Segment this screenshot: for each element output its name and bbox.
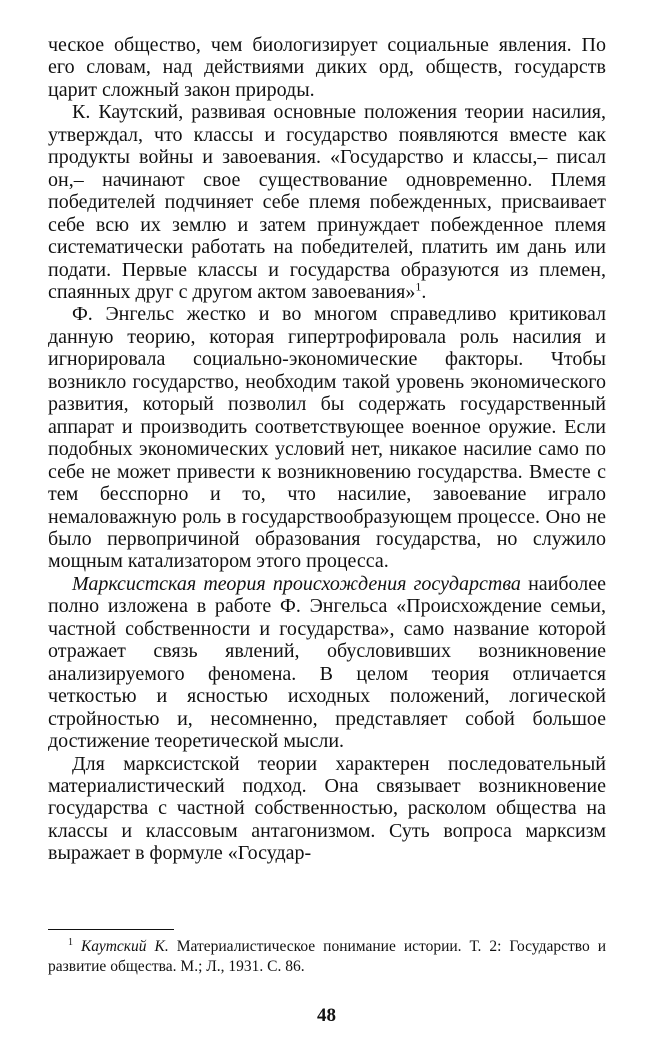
main-text [48, 34, 606, 865]
footnote-reference: 1 [415, 279, 422, 294]
text-run: Ф. Энгельс жестко и во многом справедливо критиковал данную теорию, которая гипертрофировала роль насилия и игнорировала социально-экономические факторы. Чтобы возникло государство, необходим такой уровень экономического развития, который позволил бы содержать государственный аппарат и производить соответствующее военное оружие. Если подобных экономических условий нет, никакое насилие само по себе не может привести к возникновению государства. Вместе с тем бесспорно и то, что насилие, завоевание играло немаловажную роль в государствообразующем процессе. Оно не было первопричиной образования государства, но служило мощным катализатором этого процесса. [48, 303, 606, 573]
footnote-divider [48, 929, 174, 930]
text-run: К. Каутский, развивая основные положения теории насилия, утверждал, что классы и государство появляются вместе как продукты войны и завоевания. «Государство и классы,– писал он,– начинают свое существование одновременно. Племя победителей подчиняет себе племя побежденных, присваивает себе всю их землю и затем принуждает побежденное племя систематически работать на победителей, платить им дань или подати. Первые классы и государства образуются из племен, спаянных друг с другом актом завоевания» [48, 101, 606, 303]
page-number: 48 [317, 1005, 336, 1026]
paragraph [48, 34, 606, 101]
text-run: Для марксистской теории характерен последовательный материалистический подход. Она связывает возникновение государства с частной собственностью, расколом общества на классы и классовым антагонизмом. Суть вопроса марксизм выражает в формуле «Государ- [48, 752, 606, 865]
footnote-author: Каутский К. [81, 938, 169, 955]
footnote-marker: 1 [68, 936, 73, 948]
paragraph [48, 573, 606, 753]
emphasized-text: Марксистская теория происхождения государства [72, 572, 521, 595]
paragraph [48, 753, 606, 865]
paragraph [48, 101, 606, 303]
text-run: . [421, 280, 427, 303]
footnote-text: Материалистическое понимание истории. Т. 2: Государство и развитие общества. М.; Л., 1931. С. 86. [48, 938, 607, 975]
text-run: наиболее полно изложена в работе Ф. Энгельса «Происхождение семьи, частной собственности и государства», само название которой отражает связь явлений, обусловивших возникновение анализируемого феномена. В целом теория отличается четкостью и ясностью исходных положений, логической стройностью и, несомненно, представляет собой большое достижение теоретической мысли. [48, 572, 607, 753]
footnote [48, 937, 606, 977]
text-run: ческое общество, чем биологизирует социальные явления. По его словам, над действиями диких орд, обществ, государств царит сложный закон природы. [48, 34, 606, 101]
paragraph [48, 303, 606, 572]
